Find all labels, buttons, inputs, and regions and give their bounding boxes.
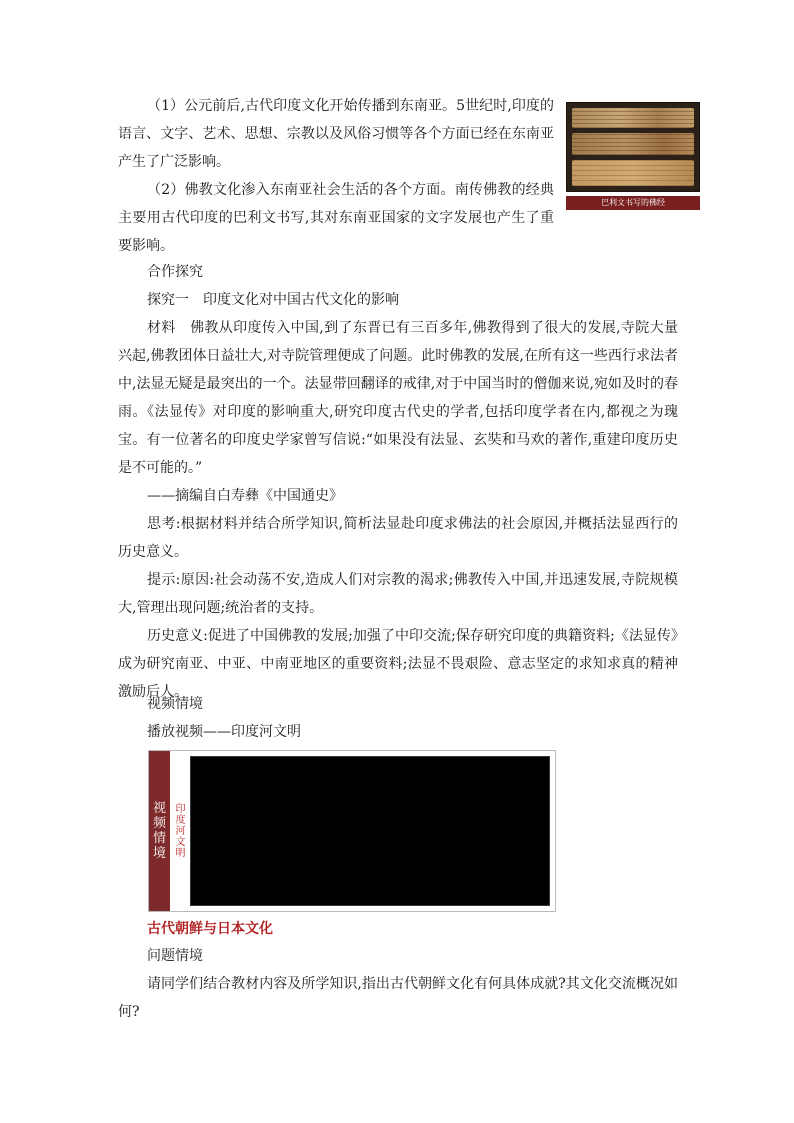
material-source: ——摘编自白寿彝《中国通史》: [147, 488, 343, 504]
intro-paragraph-1: （1）公元前后,古代印度文化开始传播到东南亚。5世纪时,印度的语言、文字、艺术、思想、宗教以及风俗习惯等各个方面已经在东南亚产生了广泛影响。: [118, 98, 554, 170]
video-player[interactable]: [148, 750, 556, 912]
historical-significance: 历史意义:促进了中国佛教的发展;加强了中印交流;保存研究印度的典籍资料;《法显传》成为研究南亚、中亚、中南亚地区的重要资料;法显不畏艰险、意志坚定的求知求真的精神激励后人。: [118, 628, 678, 700]
inquiry-one-heading: 探究一 印度文化对中国古代文化的影响: [147, 292, 399, 308]
thinking-question: 思考:根据材料并结合所学知识,简析法显赴印度求佛法的社会原因,并概括法显西行的历史意义。: [118, 516, 678, 560]
problem-question: 请同学们结合教材内容及所学知识,指出古代朝鲜文化有何具体成就?其文化交流概况如何?: [118, 976, 678, 1020]
problem-heading: 问题情境: [147, 948, 203, 964]
video-side-label: 视频情境: [152, 801, 166, 861]
video-play-line: 播放视频——印度河文明: [147, 724, 301, 740]
video-screen[interactable]: [190, 756, 550, 906]
cooperation-heading: 合作探究: [147, 264, 203, 280]
video-side-banner: [149, 751, 170, 911]
video-heading: 视频情境: [147, 696, 203, 712]
video-title-label: 印度河文明: [175, 803, 186, 859]
pali-manuscript-figure: [566, 102, 700, 210]
manuscript-leaf: [572, 160, 694, 186]
manuscript-leaf: [572, 133, 694, 155]
intro-paragraph-2: （2）佛教文化渗入东南亚社会生活的各个方面。南传佛教的经典主要用古代印度的巴利文书写,其对东南亚国家的文字发展也产生了重要影响。: [118, 182, 554, 254]
video-title-strip: [173, 751, 188, 911]
material-paragraph: 材料 佛教从印度传入中国,到了东晋已有三百多年,佛教得到了很大的发展,寺院大量兴起,佛教团体日益壮大,对寺院管理便成了问题。此时佛教的发展,在所有这一些西行求法者中,法显无疑是最突出的一个。法显带回翻译的戒律,对于中国当时的僧伽来说,宛如及时的春雨。《法显传》对印度的影响重大,研究印度古代史的学者,包括印度学者在内,都视之为瑰宝。有一位著名的印度史学家曾写信说:“如果没有法显、玄奘和马欢的著作,重建印度历史是不可能的。”: [118, 320, 678, 476]
section-title-korea-japan: 古代朝鲜与日本文化: [147, 921, 273, 937]
palm-leaf-manuscript-image: [566, 102, 700, 192]
manuscript-leaf: [572, 108, 694, 128]
hint-answer: 提示:原因:社会动荡不安,造成人们对宗教的渴求;佛教传入中国,并迅速发展,寺院规模大,管理出现问题;统治者的支持。: [118, 572, 678, 616]
figure-caption: 巴利文书写的佛经: [566, 196, 700, 210]
